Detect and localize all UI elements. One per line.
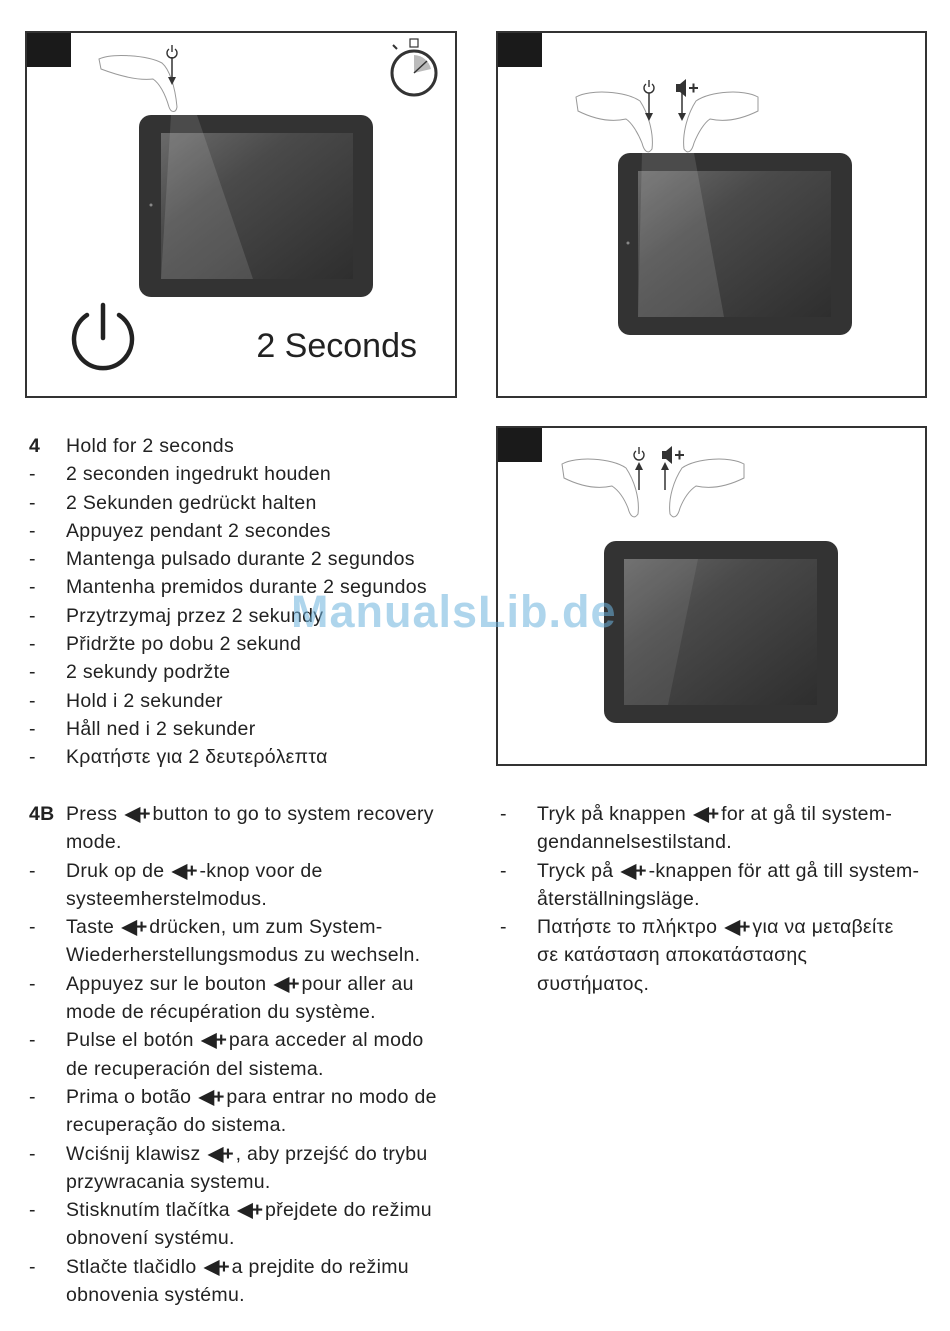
list-text [66, 1253, 469, 1310]
instruction-line [29, 715, 469, 743]
instruction-line [29, 517, 469, 545]
instruction-text: a prejdite do režimu [231, 1255, 409, 1278]
right-finger-icon [684, 92, 758, 152]
volume-up-icon: ◀+ [725, 916, 750, 939]
list-marker: - [29, 1029, 36, 1052]
list-text [537, 800, 940, 857]
instruction-item [29, 1026, 469, 1083]
volume-up-icon: ◀+ [121, 916, 147, 939]
instruction-text: Hold i 2 sekunder [66, 689, 223, 712]
instruction-line [29, 545, 469, 573]
list-text [66, 687, 469, 715]
list-marker: - [29, 548, 36, 571]
list-text [66, 517, 469, 545]
watermark: ManualsLib.de [291, 586, 617, 637]
instruction-line-1 [66, 1140, 469, 1168]
instruction-continuation: σε κατάσταση αποκατάστασης [537, 944, 808, 967]
instruction-item [29, 1083, 469, 1140]
list-marker: - [29, 491, 36, 514]
instruction-continuation: recuperação do sistema. [66, 1114, 287, 1137]
power-small-icon [634, 447, 644, 460]
list-marker: - [29, 1255, 36, 1278]
instruction-item [29, 857, 469, 914]
list-marker: - [29, 1199, 36, 1222]
list-text [66, 743, 469, 771]
section-4b-right [500, 800, 940, 998]
left-finger-icon [576, 92, 652, 152]
instruction-text: Press [66, 803, 118, 825]
instruction-line-1 [66, 1026, 469, 1054]
list-marker: 4B [29, 803, 55, 825]
instruction-continuation: obnovenia systému. [66, 1284, 245, 1307]
instruction-item [29, 1253, 469, 1310]
instruction-text: Appuyez pendant 2 secondes [66, 519, 331, 542]
instruction-text: Přidržte po dobu 2 sekund [66, 633, 302, 656]
volume-up-icon: ◀+ [199, 1085, 224, 1108]
instruction-line-1 [66, 970, 469, 998]
instruction-text: 2 sekundy podržte [66, 661, 231, 684]
camera-dot [627, 242, 630, 245]
list-text [66, 1026, 469, 1083]
instruction-text: drücken, um zum System- [149, 916, 383, 939]
instruction-line [29, 432, 469, 460]
instruction-line [29, 743, 469, 771]
instruction-text: Κρατήστε για 2 δευτερόλεπτα [66, 746, 328, 769]
panel-hold-power [25, 31, 457, 398]
instruction-text: 2 seconden ingedrukt houden [66, 463, 332, 486]
list-marker: - [29, 604, 36, 627]
instruction-line [29, 658, 469, 686]
instruction-continuation: mode. [66, 831, 122, 854]
instruction-item [29, 800, 469, 857]
instruction-line [29, 460, 469, 488]
right-finger-icon [670, 459, 744, 517]
list-marker: - [29, 661, 36, 684]
list-text [66, 913, 469, 970]
list-marker: - [29, 972, 36, 995]
instruction-item [29, 970, 469, 1027]
instruction-text: για να μεταβείτε [752, 916, 894, 939]
list-text [537, 857, 940, 914]
instruction-text: for at gå til system- [721, 803, 893, 825]
instruction-text: , aby przejść do trybu [235, 1142, 428, 1165]
power-small-icon [167, 45, 177, 58]
list-marker: - [500, 916, 507, 939]
instruction-item [500, 913, 940, 998]
instruction-text: para entrar no modo de [226, 1085, 437, 1108]
panel-press-power-volume [496, 31, 927, 398]
list-marker: - [29, 633, 36, 656]
instruction-text: Pulse el botón [66, 1029, 194, 1052]
instruction-text: Tryck på [537, 859, 614, 882]
instruction-line-1 [537, 913, 940, 941]
list-marker: - [500, 859, 507, 882]
list-text [537, 913, 940, 998]
volume-up-icon: ◀+ [693, 803, 719, 825]
list-text [66, 1140, 469, 1197]
instruction-text: pour aller au [301, 972, 414, 995]
instruction-text: Przytrzymaj przez 2 sekundy [66, 604, 324, 627]
instruction-text: Taste [66, 916, 115, 939]
list-text [66, 715, 469, 743]
volume-up-icon: ◀+ [274, 972, 299, 995]
list-text [66, 800, 469, 857]
list-marker: - [29, 859, 36, 882]
instruction-text: Håll ned i 2 sekunder [66, 717, 256, 740]
list-text [66, 489, 469, 517]
instruction-continuation: mode de récupération du système. [66, 1001, 376, 1024]
list-marker: - [29, 519, 36, 542]
list-marker: - [29, 746, 36, 769]
list-marker: - [29, 916, 36, 939]
list-text [66, 460, 469, 488]
seconds-label: 2 Seconds [256, 327, 417, 365]
instruction-text: Mantenha premidos durante 2 segundos [66, 576, 427, 599]
instruction-text: Druk op de [66, 859, 165, 882]
section-4b-left [29, 800, 469, 1309]
instruction-item [29, 913, 469, 970]
instruction-text: -knappen för att gå till system- [648, 859, 920, 882]
list-marker: - [29, 689, 36, 712]
list-text [66, 857, 469, 914]
instruction-text: Πατήστε το πλήκτρο [537, 916, 718, 939]
instruction-line-1 [66, 1083, 469, 1111]
volume-up-icon: ◀+ [237, 1199, 263, 1222]
volume-up-icon: ◀+ [125, 803, 150, 825]
instruction-continuation: systeemherstelmodus. [66, 887, 268, 910]
illustration-press-buttons [498, 33, 925, 396]
instruction-item [500, 857, 940, 914]
instruction-text: přejdete do režimu [265, 1199, 432, 1222]
list-marker: - [500, 803, 507, 825]
left-finger-icon [562, 459, 638, 517]
instruction-line-1 [537, 800, 940, 828]
finger-icon [99, 56, 177, 112]
instruction-continuation: de recuperación del sistema. [66, 1057, 324, 1080]
instruction-continuation: återställningsläge. [537, 887, 700, 910]
volume-up-icon [676, 79, 698, 97]
instruction-continuation: Wiederherstellungsmodus zu wechseln. [66, 944, 421, 967]
instruction-text: Stisknutím tlačítka [66, 1199, 230, 1222]
instruction-line-1 [66, 913, 469, 941]
instruction-item [29, 1140, 469, 1197]
volume-up-icon: ◀+ [621, 859, 646, 882]
list-text [66, 970, 469, 1027]
power-small-icon [644, 80, 654, 93]
instruction-continuation: συστήματος. [537, 972, 650, 995]
instruction-text: Appuyez sur le bouton [66, 972, 267, 995]
instruction-text: para acceder al modo [228, 1029, 424, 1052]
camera-dot [150, 204, 153, 207]
instruction-line [29, 687, 469, 715]
list-text [66, 658, 469, 686]
volume-up-icon: ◀+ [172, 859, 197, 882]
stopwatch-icon [392, 39, 436, 95]
volume-up-icon [662, 446, 684, 464]
instruction-continuation: gendannelsestilstand. [537, 831, 732, 854]
list-marker: - [29, 717, 36, 740]
volume-up-icon: ◀+ [201, 1029, 226, 1052]
list-marker: - [29, 1085, 36, 1108]
instruction-text: Tryk på knappen [537, 803, 687, 825]
instruction-item [29, 1196, 469, 1253]
list-marker: 4 [29, 435, 41, 457]
list-text [66, 1196, 469, 1253]
list-marker: - [29, 463, 36, 486]
power-icon [74, 305, 132, 368]
volume-up-icon: ◀+ [208, 1142, 233, 1165]
instruction-item [500, 800, 940, 857]
list-text [66, 545, 469, 573]
instruction-text: Stlačte tlačidlo [66, 1255, 197, 1278]
instruction-text: -knop voor de [199, 859, 323, 882]
instruction-line-1 [537, 857, 940, 885]
instruction-line [29, 489, 469, 517]
instruction-text: Hold for 2 seconds [66, 435, 234, 457]
list-text [66, 1083, 469, 1140]
instruction-line-1 [66, 1253, 469, 1281]
instruction-line-1 [66, 1196, 469, 1224]
instruction-line-1 [66, 857, 469, 885]
list-text [66, 432, 469, 460]
instruction-continuation: obnovení systému. [66, 1227, 235, 1250]
list-marker: - [29, 576, 36, 599]
list-marker: - [29, 1142, 36, 1165]
instruction-text: Mantenga pulsado durante 2 segundos [66, 548, 415, 571]
instruction-text: 2 Sekunden gedrückt halten [66, 491, 317, 514]
instruction-text: Wciśnij klawisz [66, 1142, 201, 1165]
volume-up-icon: ◀+ [204, 1255, 229, 1278]
instruction-continuation: przywracania systemu. [66, 1170, 271, 1193]
instruction-text: button to go to system recovery [152, 803, 434, 825]
instruction-text: Prima o botão [66, 1085, 192, 1108]
instruction-line-1 [66, 800, 469, 828]
